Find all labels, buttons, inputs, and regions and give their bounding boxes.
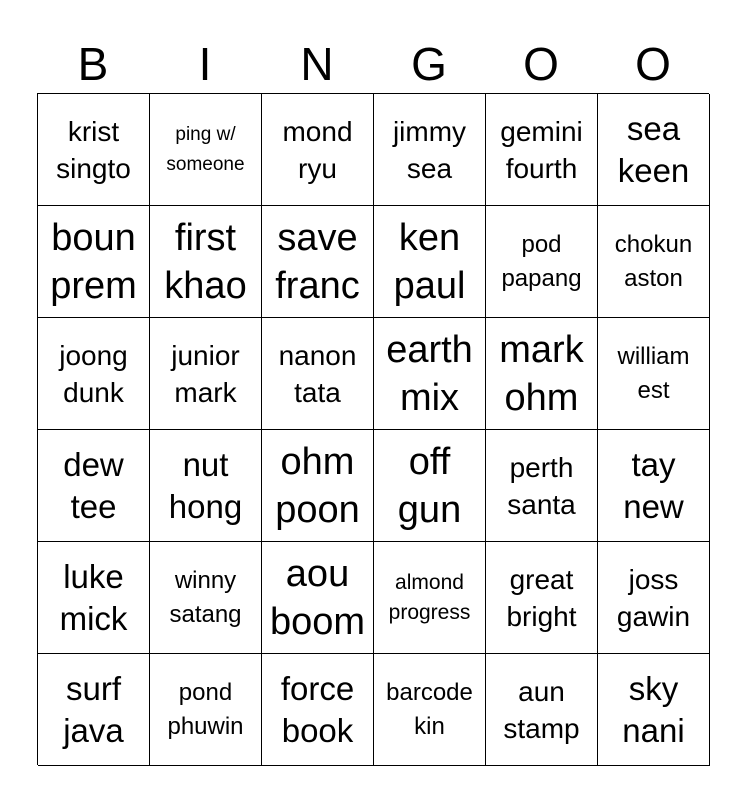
- bingo-cell[interactable]: [486, 654, 598, 766]
- cell-text: dew: [63, 445, 124, 483]
- bingo-cell[interactable]: [598, 318, 710, 430]
- cell-text: aun: [518, 675, 565, 707]
- cell-text: mond: [282, 115, 353, 147]
- cell-text: poon: [275, 488, 360, 531]
- cell-text: book: [281, 711, 354, 749]
- cell-text: force: [280, 669, 355, 707]
- cell-text: hong: [168, 487, 243, 525]
- bingo-cell[interactable]: [38, 430, 150, 542]
- cell-text: new: [623, 487, 684, 525]
- cell-text: chokun: [614, 230, 693, 258]
- header-letter: N: [300, 38, 334, 90]
- cell-text: aou: [285, 552, 350, 595]
- cell-text: surf: [65, 669, 121, 707]
- cell-text: joss: [628, 563, 679, 595]
- header-letter: I: [198, 38, 212, 90]
- cell-text: tee: [70, 487, 117, 525]
- bingo-header: [37, 36, 709, 93]
- bingo-cell[interactable]: [374, 430, 486, 542]
- cell-text: luke: [63, 557, 124, 595]
- cell-text: great: [509, 563, 574, 595]
- bingo-cell[interactable]: [150, 206, 262, 318]
- bingo-cell[interactable]: [262, 206, 374, 318]
- cell-text: someone: [166, 153, 245, 175]
- cell-text: pond: [178, 678, 233, 706]
- header-letter: G: [411, 38, 447, 90]
- bingo-cell[interactable]: [374, 318, 486, 430]
- cell-text: boom: [269, 600, 366, 643]
- cell-text: boun: [51, 216, 136, 259]
- cell-text: pod: [521, 230, 562, 258]
- bingo-cell[interactable]: [598, 94, 710, 206]
- cell-text: papang: [501, 264, 582, 292]
- cell-text: singto: [56, 152, 131, 184]
- cell-text: mark: [174, 376, 237, 408]
- header-letter: O: [635, 38, 671, 90]
- bingo-cell[interactable]: [150, 542, 262, 654]
- bingo-cell[interactable]: [486, 318, 598, 430]
- cell-text: barcode: [386, 678, 473, 706]
- bingo-cell[interactable]: [38, 206, 150, 318]
- cell-text: mark: [499, 328, 584, 371]
- cell-text: nanon: [278, 339, 357, 371]
- bingo-cell[interactable]: [598, 430, 710, 542]
- cell-text: franc: [275, 264, 360, 307]
- cell-text: progress: [388, 600, 471, 624]
- cell-text: winny: [174, 566, 237, 594]
- cell-text: dunk: [63, 376, 124, 408]
- cell-text: earth: [386, 328, 473, 371]
- cell-text: sky: [628, 669, 679, 707]
- cell-text: jimmy: [392, 115, 467, 147]
- bingo-cell[interactable]: [262, 430, 374, 542]
- cell-text: perth: [509, 451, 574, 483]
- bingo-cell[interactable]: [262, 94, 374, 206]
- bingo-cell[interactable]: [598, 542, 710, 654]
- cell-text: ping w/: [175, 123, 236, 145]
- cell-text: joong: [59, 339, 128, 371]
- cell-text: tay: [631, 445, 676, 483]
- cell-text: aston: [624, 264, 683, 292]
- cell-text: krist: [67, 115, 120, 147]
- bingo-cell[interactable]: [374, 654, 486, 766]
- bingo-cell[interactable]: [262, 542, 374, 654]
- cell-text: william: [617, 342, 690, 370]
- cell-text: gawin: [616, 600, 691, 632]
- cell-text: first: [174, 216, 237, 259]
- cell-text: bright: [506, 600, 577, 632]
- cell-text: junior: [171, 339, 240, 371]
- bingo-cell[interactable]: [150, 654, 262, 766]
- bingo-cell[interactable]: [486, 542, 598, 654]
- bingo-cell[interactable]: [374, 542, 486, 654]
- bingo-cell[interactable]: [598, 654, 710, 766]
- bingo-cell[interactable]: [38, 654, 150, 766]
- cell-text: kin: [414, 712, 445, 740]
- bingo-cell[interactable]: [486, 94, 598, 206]
- cell-text: paul: [393, 264, 466, 307]
- cell-text: gemini: [500, 115, 583, 147]
- cell-text: gun: [397, 488, 462, 531]
- cell-text: keen: [617, 151, 690, 189]
- cell-text: java: [63, 711, 124, 749]
- bingo-cell[interactable]: [150, 94, 262, 206]
- cell-text: save: [277, 216, 358, 259]
- cell-text: santa: [507, 488, 576, 520]
- cell-text: fourth: [505, 152, 578, 184]
- bingo-cell[interactable]: [486, 206, 598, 318]
- cell-text: ryu: [298, 152, 337, 184]
- cell-text: almond: [395, 570, 464, 594]
- bingo-cell[interactable]: [150, 318, 262, 430]
- bingo-cell[interactable]: [38, 318, 150, 430]
- cell-text: nani: [622, 711, 685, 749]
- cell-text: ohm: [280, 440, 355, 483]
- bingo-cell[interactable]: [374, 94, 486, 206]
- cell-text: stamp: [503, 712, 580, 744]
- cell-text: satang: [169, 600, 242, 628]
- bingo-cell[interactable]: [598, 206, 710, 318]
- header-letter: B: [77, 38, 109, 90]
- cell-text: nut: [182, 445, 229, 483]
- bingo-cell[interactable]: [38, 94, 150, 206]
- cell-text: ken: [398, 216, 461, 259]
- cell-text: prem: [50, 264, 137, 307]
- cell-text: mix: [399, 376, 460, 419]
- cell-text: phuwin: [167, 712, 244, 740]
- bingo-cell[interactable]: [262, 318, 374, 430]
- cell-text: ohm: [504, 376, 579, 419]
- bingo-cell[interactable]: [374, 206, 486, 318]
- cell-text: mick: [59, 599, 128, 637]
- bingo-board: [37, 93, 709, 765]
- cell-text: tata: [294, 376, 341, 408]
- cell-text: est: [637, 376, 670, 404]
- bingo-cell[interactable]: [262, 654, 374, 766]
- bingo-cell[interactable]: [150, 430, 262, 542]
- header-letter: O: [523, 38, 559, 90]
- cell-text: sea: [626, 109, 681, 147]
- cell-text: sea: [406, 152, 453, 184]
- bingo-cell[interactable]: [486, 430, 598, 542]
- cell-text: khao: [164, 264, 247, 307]
- bingo-cell[interactable]: [38, 542, 150, 654]
- cell-text: off: [408, 440, 451, 483]
